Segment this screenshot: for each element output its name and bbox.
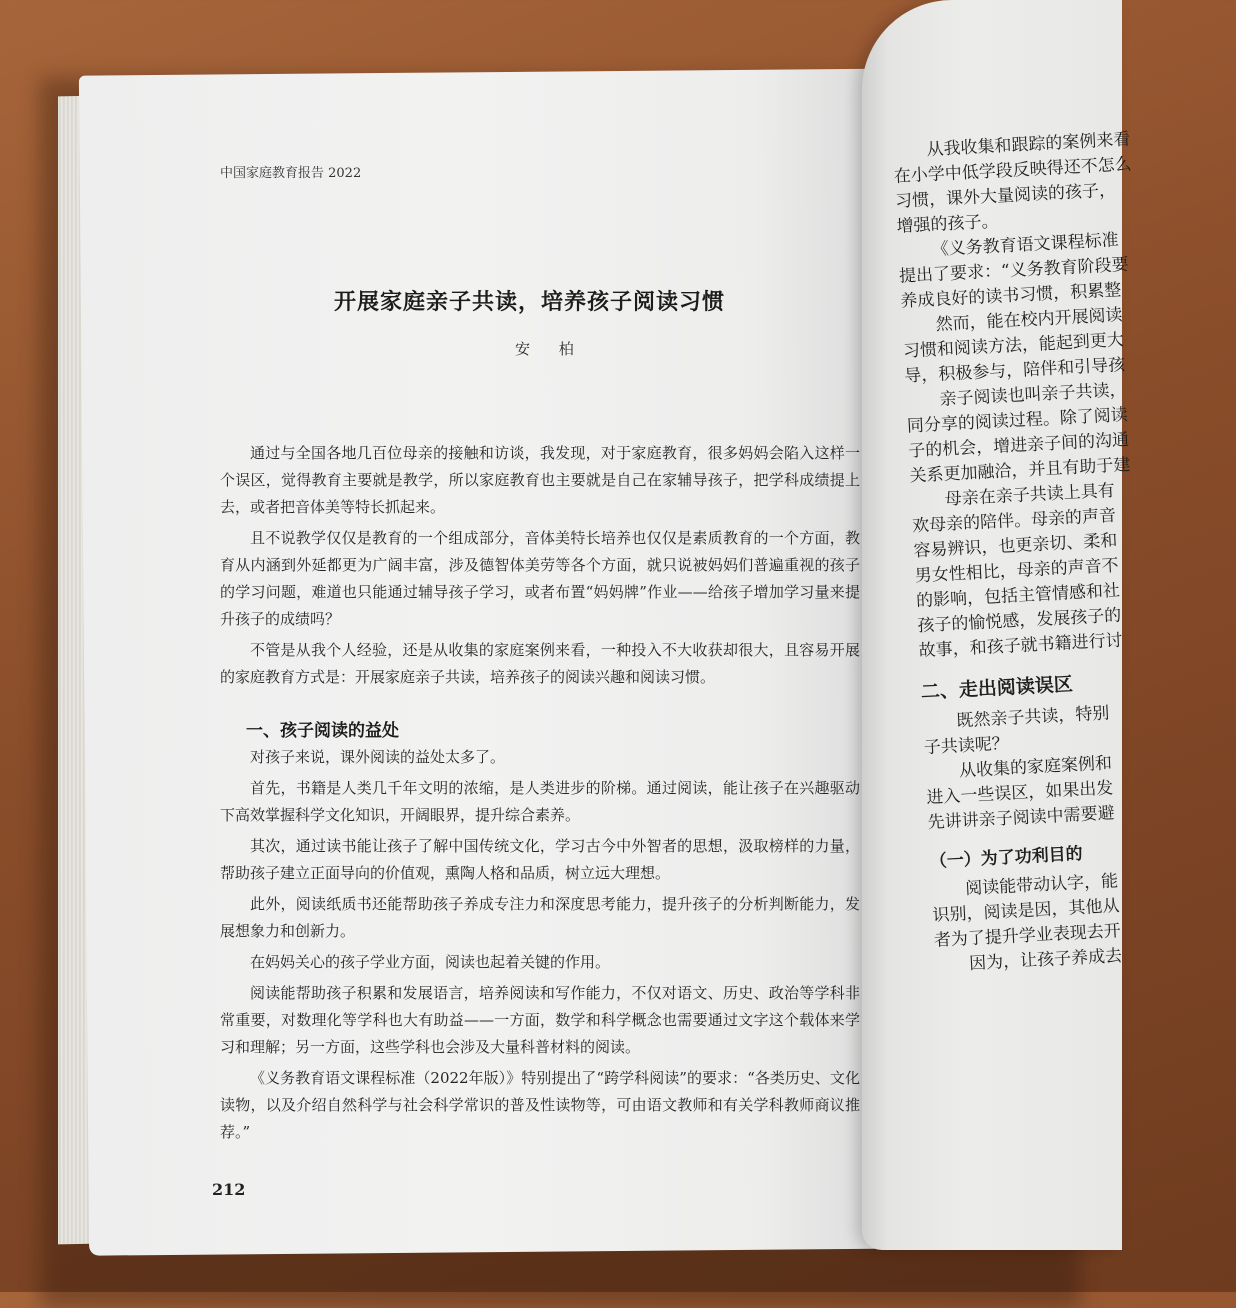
right-subheading: （一）为了功利目的 xyxy=(929,844,1084,872)
right-page xyxy=(862,0,1133,1250)
text-line: 因为，让孩子养成去 xyxy=(968,946,1123,975)
text-line: 阅读能带动认字，能 xyxy=(964,871,1119,900)
paragraph: 在妈妈关心的孩子学业方面，阅读也起着关键的作用。 xyxy=(250,953,611,971)
paragraph: 《义务教育语文课程标准（2022年版）》特别提出了“跨学科阅读”的要求：“各类历史、文化读物，以及介绍自然科学与社会科学常识的普及性读物等，可由语文教师和有关学科教师商议推荐。” xyxy=(220,1069,860,1141)
text-line: 容易辨识，也更亲切、柔和 xyxy=(913,530,1118,562)
paragraph: 此外，阅读纸质书还能帮助孩子养成专注力和深度思考能力，提升孩子的分析判断能力，发展想象力和创新力。 xyxy=(220,895,860,940)
text-line: 提出了要求：“义务教育阶段要 xyxy=(898,254,1130,287)
paragraph: 其次，通过读书能让孩子了解中国传统文化，学习古今中外智者的思想，汲取榜样的力量，帮助孩子建立正面导向的价值观，熏陶人格和品质，树立远大理想。 xyxy=(220,837,860,882)
text-line: 《义务教育语文课程标准 xyxy=(931,230,1120,261)
text-line: 在小学中低学段反映得还不怎么 xyxy=(893,154,1133,187)
text-line: 亲子阅读也叫亲子共读， xyxy=(939,380,1127,410)
text-line: 孩子的愉悦感，发展孩子的 xyxy=(916,605,1122,637)
text-line: 关系更加融洽，并且有助于建 xyxy=(909,454,1131,487)
section-text xyxy=(220,744,860,1150)
text-line: 进入一些误区，如果出发 xyxy=(925,778,1114,809)
author-name: 安 柏 xyxy=(515,340,586,358)
paragraph: 且不说教学仅仅是教育的一个组成部分，音体美特长培养也仅仅是素质教育的一个方面，教育从内涵到外延都更为广阔丰富，涉及德智体美劳等各个方面，就只说被妈妈们普遍重视的孩子的学习问题，难道也只能通过辅导孩子学习，或者布置“妈妈牌”作业——给孩子增加学习量来提升孩子的成绩吗？ xyxy=(220,529,860,628)
running-head: 中国家庭教育报告 2022 xyxy=(220,166,362,181)
text-line: 子的机会，增进亲子间的沟通 xyxy=(907,430,1130,462)
paragraph: 首先，书籍是人类几千年文明的浓缩，是人类进步的阶梯。通过阅读，能让孩子在兴趣驱动下高效掌握科学文化知识，开阔眼界，提升综合素养。 xyxy=(220,779,860,824)
text-line: 习惯和阅读方法，能起到更大 xyxy=(902,330,1125,362)
text-line: 的影响，包括主管情感和社 xyxy=(915,580,1121,612)
text-line: 从我收集和跟踪的案例来看 xyxy=(926,129,1131,161)
text-line: 男女性相比，母亲的声音不 xyxy=(914,555,1120,587)
text-line: 从收集的家庭案例和 xyxy=(958,753,1113,782)
paragraph: 通过与全国各地几百位母亲的接触和访谈，我发现，对于家庭教育，很多妈妈会陷入这样一个误区，觉得教育主要就是教学，所以家庭教育也主要就是自己在家辅导孩子，把学科成绩提上去，或者把音体美等特长抓起来。 xyxy=(220,444,860,516)
paragraph: 阅读能帮助孩子积累和发展语言，培养阅读和写作能力，不仅对语文、历史、政治等学科非常重要，对数理化等学科也大有助益——一方面，数学和科学概念也需要通过文字这个载体来学习和理解；另一方面，这些学科也会涉及大量科普材料的阅读。 xyxy=(220,984,860,1056)
text-line: 然而，能在校内开展阅读 xyxy=(935,305,1124,335)
text-line: 增强的孩子。 xyxy=(896,211,999,237)
paragraph: 对孩子来说，课外阅读的益处太多了。 xyxy=(250,748,506,766)
intro-text xyxy=(220,440,860,695)
text-line: 欢母亲的陪伴。母亲的声音 xyxy=(911,505,1117,537)
text-line: 同分享的阅读过程。除了阅读 xyxy=(906,405,1129,437)
text-line: 养成良好的读书习惯，积累整 xyxy=(899,280,1122,312)
section-heading: 一、孩子阅读的益处 xyxy=(246,721,399,741)
text-line: 先讲讲亲子阅读中需要避 xyxy=(927,803,1116,834)
text-line: 既然亲子共读，特别 xyxy=(955,703,1110,732)
text-line: 子共读呢？ xyxy=(923,733,1010,759)
right-section-heading: 二、走出阅读误区 xyxy=(920,673,1074,704)
paragraph: 不管是从我个人经验，还是从收集的家庭案例来看，一种投入不大收获却很大，且容易开展的家庭教育方式是：开展家庭亲子共读，培养孩子的阅读兴趣和阅读习惯。 xyxy=(220,641,860,686)
text-line: 识别，阅读是因，其他从 xyxy=(932,896,1120,926)
text-line: 习惯，课外大量阅读的孩子， xyxy=(894,180,1117,212)
text-line: 导，积极参与，陪伴和引导孩 xyxy=(903,355,1126,387)
article-title: 开展家庭亲子共读，培养孩子阅读习惯 xyxy=(334,290,726,315)
page-number: 212 xyxy=(212,1180,246,1199)
text-line: 者为了提升学业表现去开 xyxy=(933,921,1122,951)
right-page-text xyxy=(892,124,1236,979)
text-line: 母亲在亲子共读上具有 xyxy=(944,480,1116,510)
text-line: 故事，和孩子就书籍进行讨 xyxy=(918,630,1124,662)
